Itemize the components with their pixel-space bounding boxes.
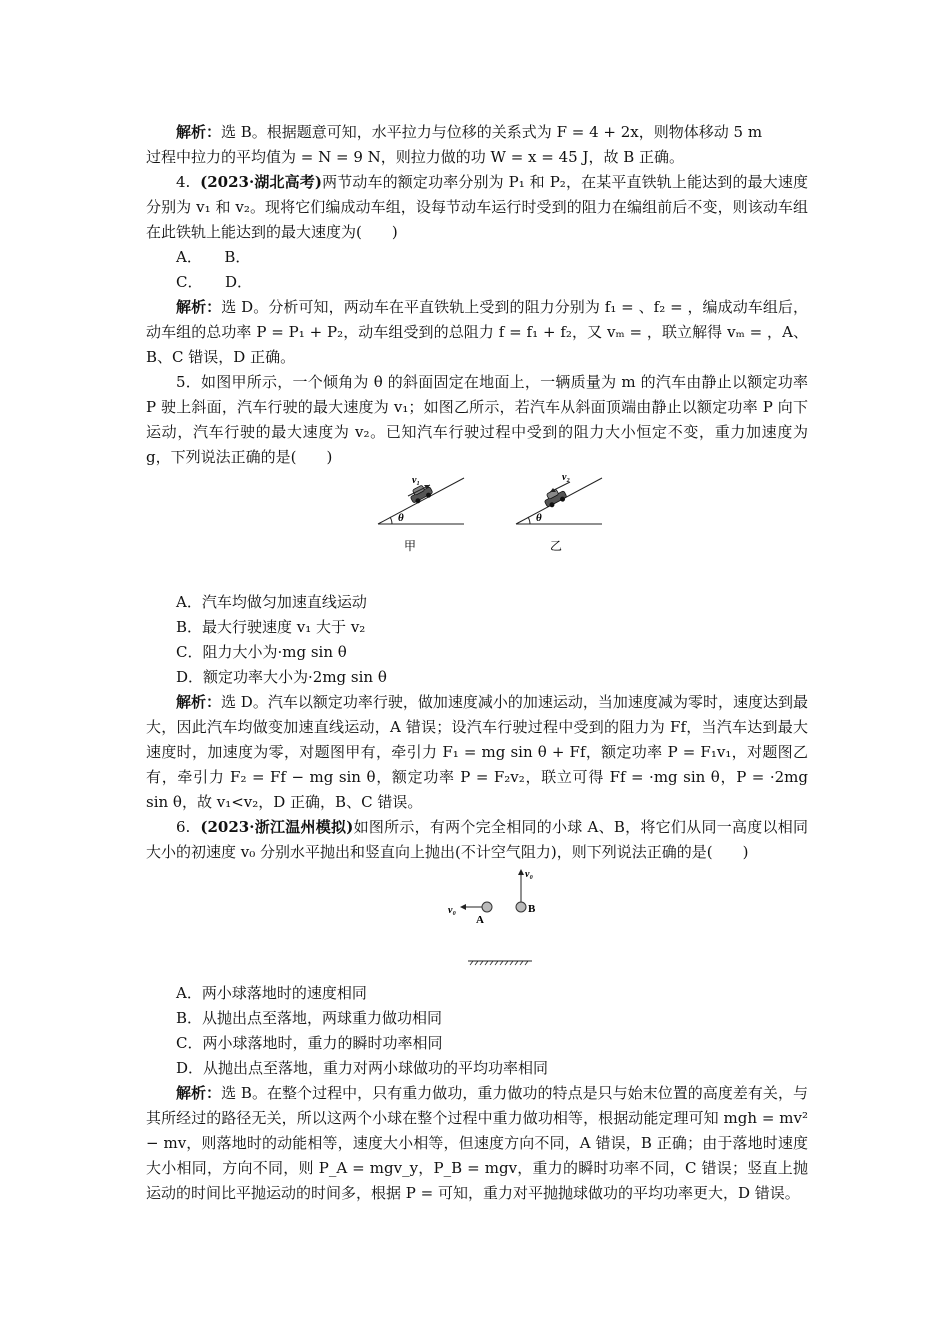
question-6-number: 6.	[176, 818, 191, 836]
incline-right-angle-label: θ	[536, 512, 542, 524]
question-6-option-c: C．两小球落地时，重力的瞬时功率相同	[176, 1034, 443, 1052]
question-5-solution-text: 选 D。汽车以额定功率行驶，做加速度减小的加速运动，当加速度减为零时，速度达到最大，因此汽车均做变加速直线运动，A 错误；设汽车行驶过程中受到的阻力为 Ff，当汽车达到最大速度时，加速度为零，对题图甲有，牵引力 F₁ = mg sin θ + Ff，额定功率 P = F₁v₁，对题图乙有，牵引力 F₂ = Ff − mg sin θ，额定功率 P = F₂v₂，联立可得 Ff = ·mg sin θ，P = ·2mg sin θ，故 v₁<v₂，D 正确，B、C 错误。	[146, 693, 808, 811]
question-6-option-a: A．两小球落地时的速度相同	[176, 984, 367, 1002]
incline-left-slope	[378, 478, 464, 524]
figure-caption-right: 乙	[550, 539, 563, 553]
solution-label: 解析：	[176, 1084, 222, 1102]
question-5-option-b: B．最大行驶速度 v₁ 大于 v₂	[176, 618, 366, 636]
question-4-options-cd: C． D．	[176, 273, 253, 291]
velocity-arrow-b-head	[518, 869, 524, 875]
question-6-figure	[146, 867, 808, 975]
question-4-text: 两节动车的额定功率分别为 P₁ 和 P₂，在某平直铁轨上能达到的最大速度分别为 v₁ 和 v₂。现将它们编成动车组，设每节动车运行时受到的阻力在编组前后不变，则该动车组在此铁轨上能达到的最大速度为( )	[146, 173, 808, 241]
velocity-left-label: v₁	[412, 475, 420, 486]
question-5-option-d: D．额定功率大小为·2mg sin θ	[176, 668, 387, 686]
incline-right	[516, 474, 602, 553]
ball-a-label: A	[476, 914, 484, 926]
incline-left-angle-label: θ	[398, 512, 404, 524]
incline-left	[378, 475, 464, 553]
solution-label: 解析：	[176, 693, 222, 711]
velocity-right-label: v₂	[562, 474, 570, 483]
solution-label: 解析：	[176, 123, 222, 141]
prev-solution-line2: 过程中拉力的平均值为 = N = 9 N，则拉力做的功 W = x = 45 J，故 B 正确。	[146, 148, 685, 166]
question-4-options-ab: A． B．	[176, 248, 251, 266]
question-6-source: (2023·浙江温州模拟)	[200, 818, 354, 836]
question-6-option-d: D．从抛出点至落地，重力对两小球做功的平均功率相同	[176, 1059, 549, 1077]
velocity-arrow-a-head	[460, 904, 466, 910]
question-4-solution	[146, 295, 808, 370]
question-4-solution-text: 选 D。分析可知，两动车在平直铁轨上受到的阻力分别为 f₁ = 、f₂ = ，编成动车组后，动车组的总功率 P = P₁ + P₂，动车组受到的总阻力 f = f₁ + f₂，又 vₘ = ，联立解得 vₘ = ，A、B、C 错误，D 正确。	[146, 298, 808, 366]
ball-a	[482, 902, 492, 912]
question-4-source: (2023·湖北高考)	[200, 173, 322, 191]
question-5-figure	[146, 474, 808, 584]
projectile-diagram	[146, 867, 808, 975]
question-6-text: 如图所示，有两个完全相同的小球 A、B，将它们从同一高度以相同大小的初速度 v₀ 分别水平抛出和竖直向上抛出(不计空气阻力)，则下列说法正确的是( )	[146, 818, 808, 861]
question-4	[146, 170, 808, 245]
question-5-option-a: A．汽车均做匀加速直线运动	[176, 593, 367, 611]
question-5-option-c: C．阻力大小为·mg sin θ	[176, 643, 347, 661]
prev-solution	[146, 120, 808, 170]
question-6-solution	[146, 1081, 808, 1206]
question-6-solution-text: 选 B。在整个过程中，只有重力做功，重力做功的特点是只与始末位置的高度差有关，与其所经过的路径无关，所以这两个小球在整个过程中重力做功相等，根据动能定理可知 mgh = mv² − mv，则落地时的动能相等，速度大小相等，但速度方向不同，A 错误，B 正确；由于落地时速度大小相同，方向不同，则 P_A = mgv_y，P_B = mgv，重力的瞬时功率不同，C 错误；竖直上抛运动的时间比平抛运动的时间多，根据 P = 可知，重力对平抛抛球做功的平均功率更大，D 错误。	[146, 1084, 808, 1202]
question-5: 5．如图甲所示，一个倾角为 θ 的斜面固定在地面上，一辆质量为 m 的汽车由静止以额定功率 P 驶上斜面，汽车行驶的最大速度为 v₁；如图乙所示，若汽车从斜面顶端由静止以额定功率 P 向下运动，汽车行驶的最大速度为 v₂。已知汽车行驶过程中受到的阻力大小恒定不变，重力加速度为 g，下列说法正确的是( )	[146, 373, 808, 466]
prev-solution-line1: 选 B。根据题意可知，水平拉力与位移的关系式为 F = 4 + 2x，则物体移动 5 m	[221, 123, 763, 141]
document-body	[146, 120, 808, 1206]
question-4-number: 4.	[176, 173, 191, 191]
figure-caption-left: 甲	[404, 539, 417, 553]
solution-label: 解析：	[176, 298, 222, 316]
question-6-option-b: B．从抛出点至落地，两球重力做功相同	[176, 1009, 443, 1027]
question-6	[146, 815, 808, 865]
ground-hatch	[468, 961, 532, 965]
velocity-b-label: v₀	[525, 869, 533, 880]
ball-b-label: B	[528, 903, 536, 915]
question-5-solution	[146, 690, 808, 815]
velocity-a-label: v₀	[448, 905, 456, 916]
incline-right-angle-arc	[528, 517, 530, 524]
ball-b	[516, 902, 526, 912]
incline-left-angle-arc	[390, 517, 392, 524]
incline-diagram	[146, 474, 808, 584]
